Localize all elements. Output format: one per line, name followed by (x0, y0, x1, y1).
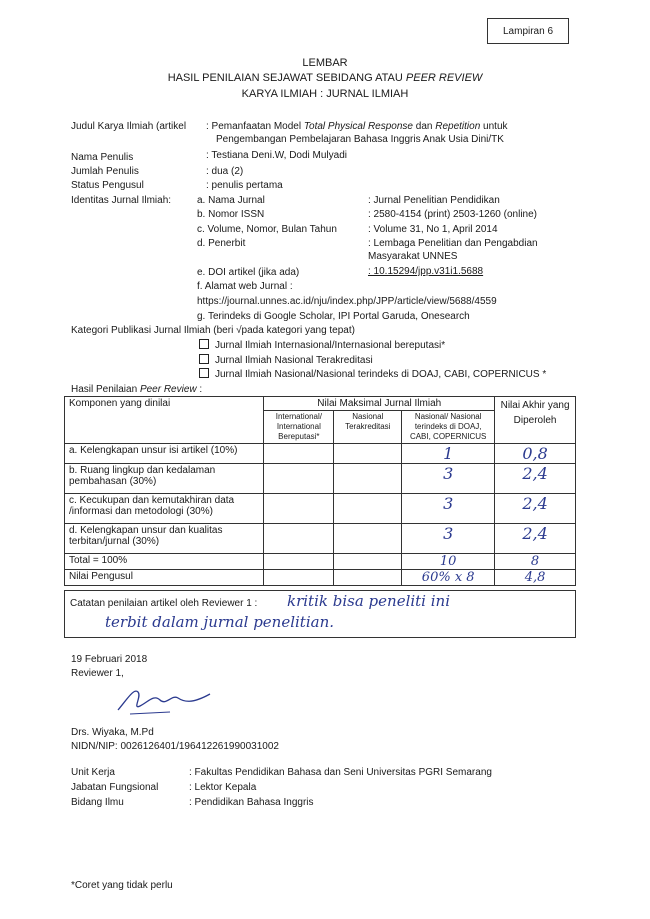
judul-mid: dan (412, 121, 436, 132)
checkbox-intl[interactable] (199, 339, 209, 349)
row-d-nas (334, 524, 402, 554)
header-line2-text: HASIL PENILAIAN SEJAWAT SEBIDANG ATAU (167, 72, 406, 84)
signature-image (110, 680, 220, 722)
row-b-max: 3 (402, 464, 495, 494)
row-b-intl (264, 464, 334, 494)
table-header-row (65, 397, 576, 411)
table-row-total (65, 554, 576, 570)
table-row (65, 444, 576, 464)
catatan-label: Catatan penilaian artikel oleh Reviewer 1 : (70, 598, 258, 609)
row-a-label: a. Kelengkapan unsur isi artikel (10%) (65, 444, 264, 464)
header-line2-italic: PEER REVIEW (405, 72, 483, 84)
total-label: Total = 100% (65, 554, 264, 570)
tanggal: 19 Februari 2018 (71, 654, 148, 665)
kategori-label: Kategori Publikasi Jurnal Ilmiah (beri √pada kategori yang tepat) (71, 325, 355, 336)
hasil-label-italic: Peer Review (139, 384, 197, 395)
row-a-max: 1 (402, 444, 495, 464)
reviewer-nidn: NIDN/NIP: 0026126401/196412261990031002 (71, 741, 279, 752)
judul-line2: Pengembangan Pembelajaran Bahasa Inggris Anak Usia Dini/TK (216, 134, 504, 145)
pengusul-max: 60% x 8 (402, 570, 495, 586)
reviewer-name: Drs. Wiyaka, M.Pd (71, 727, 154, 738)
row-b-nas (334, 464, 402, 494)
total-nas (334, 554, 402, 570)
header-nasional-idx: Nasional/ Nasional terindeks di DOAJ, CABI, COPERNICUS (402, 411, 495, 444)
total-max: 10 (402, 554, 495, 570)
identitas-a-value: : Jurnal Penelitian Pendidikan (368, 195, 500, 206)
penulis-value: : Testiana Deni.W, Dodi Mulyadi (206, 150, 347, 161)
checkbox-nasional[interactable] (199, 354, 209, 364)
identitas-b-value: : 2580-4154 (print) 2503-1260 (online) (368, 209, 537, 220)
identitas-label: Identitas Jurnal Ilmiah: (71, 195, 172, 206)
footnote: *Coret yang tidak perlu (71, 880, 173, 891)
kategori-option-3-label: Jurnal Ilmiah Nasional/Nasional terindeks di DOAJ, CABI, COPERNICUS * (215, 369, 547, 380)
bidang-label: Bidang Ilmu (71, 797, 124, 808)
row-c-max: 3 (402, 494, 495, 524)
kategori-option-2[interactable] (199, 354, 373, 366)
identitas-e-key: e. DOI artikel (jika ada) (197, 267, 300, 278)
total-intl (264, 554, 334, 570)
row-a-akhir: 0,8 (495, 444, 576, 464)
table-row-pengusul (65, 570, 576, 586)
identitas-d-key: d. Penerbit (197, 238, 246, 249)
header-line2 (0, 72, 650, 84)
checkbox-terindeks[interactable] (199, 368, 209, 378)
table-row (65, 494, 576, 524)
lampiran-box (487, 18, 569, 44)
kategori-option-2-label: Jurnal Ilmiah Nasional Terakreditasi (215, 355, 373, 366)
jumlah-label: Jumlah Penulis (71, 166, 139, 177)
catatan-hand-line1: kritik bisa peneliti ini (287, 592, 451, 610)
pengusul-nas (334, 570, 402, 586)
table-row (65, 464, 576, 494)
catatan-box (64, 590, 576, 638)
unit-kerja-value: : Fakultas Pendidikan Bahasa dan Seni Universitas PGRI Semarang (189, 767, 492, 778)
identitas-b-key: b. Nomor ISSN (197, 209, 265, 220)
lampiran-label: Lampiran 6 (502, 25, 554, 37)
header-nilai-akhir: Nilai Akhir yang Diperoleh (495, 397, 576, 444)
row-c-akhir: 2,4 (495, 494, 576, 524)
unit-kerja-label: Unit Kerja (71, 767, 115, 778)
judul-value (206, 121, 508, 132)
row-d-label: d. Kelengkapan unsur dan kualitas terbitan/jurnal (30%) (65, 524, 264, 554)
hasil-label-text: Hasil Penilaian (71, 384, 140, 395)
row-d-max: 3 (402, 524, 495, 554)
row-d-intl (264, 524, 334, 554)
row-d-akhir: 2,4 (495, 524, 576, 554)
row-c-intl (264, 494, 334, 524)
identitas-d-value: : Lembaga Penelitian dan Pengabdian (368, 238, 538, 249)
row-b-label: b. Ruang lingkup dan kedalaman pembahasan (30%) (65, 464, 264, 494)
header-line1: LEMBAR (302, 57, 348, 69)
jabatan-value: : Lektor Kepala (189, 782, 257, 793)
row-b-akhir: 2,4 (495, 464, 576, 494)
kategori-option-3[interactable] (199, 368, 546, 380)
table-row (65, 524, 576, 554)
terindeks-text: g. Terindeks di Google Scholar, IPI Portal Garuda, Onesearch (197, 311, 470, 322)
jumlah-value: : dua (2) (206, 166, 244, 177)
jabatan-label: Jabatan Fungsional (71, 782, 159, 793)
score-table (64, 396, 576, 586)
alamat-label: f. Alamat web Jurnal : (197, 281, 293, 292)
total-akhir: 8 (495, 554, 576, 570)
identitas-c-key: c. Volume, Nomor, Bulan Tahun (197, 224, 337, 235)
kategori-option-1-label: Jurnal Ilmiah Internasional/Internasional bereputasi* (215, 340, 446, 351)
identitas-e-value: : 10.15294/jpp.v31i1.5688 (368, 266, 484, 277)
status-value: : penulis pertama (206, 180, 283, 191)
judul-italic1: Total Physical Response (303, 121, 413, 132)
judul-italic2: Repetition (435, 121, 481, 132)
row-c-nas (334, 494, 402, 524)
reviewer-label: Reviewer 1, (71, 668, 124, 679)
alamat-url-link[interactable]: https://journal.unnes.ac.id/nju/index.php/JPP/article/view/5688/4559 (197, 296, 497, 307)
identitas-a-key: a. Nama Jurnal (197, 195, 265, 206)
row-a-intl (264, 444, 334, 464)
catatan-hand-line2: terbit dalam jurnal penelitian. (105, 613, 335, 631)
kategori-option-1[interactable] (199, 339, 445, 351)
penulis-label: Nama Penulis (71, 152, 134, 163)
hasil-label (71, 384, 202, 395)
header-komponen: Komponen yang dinilai (65, 397, 264, 444)
pengusul-intl (264, 570, 334, 586)
hasil-label-colon: : (196, 384, 203, 395)
row-c-label: c. Kecukupan dan kemutakhiran data /informasi dan metodologi (30%) (65, 494, 264, 524)
status-label: Status Pengusul (71, 180, 144, 191)
judul-label: Judul Karya Ilmiah (artikel (71, 121, 187, 132)
judul-post: untuk (480, 121, 508, 132)
pengusul-label: Nilai Pengusul (65, 570, 264, 586)
bidang-value: : Pendidikan Bahasa Inggris (189, 797, 314, 808)
row-a-nas (334, 444, 402, 464)
identitas-d-value2: Masyarakat UNNES (368, 251, 458, 262)
header-nilai-max: Nilai Maksimal Jurnal Ilmiah (264, 397, 495, 411)
header-nasional: Nasional Terakreditasi (334, 411, 402, 444)
identitas-c-value: : Volume 31, No 1, April 2014 (368, 224, 498, 235)
header-intl: International/ International Bereputasi* (264, 411, 334, 444)
pengusul-akhir: 4,8 (495, 570, 576, 586)
header-line3: KARYA ILMIAH : JURNAL ILMIAH (241, 88, 409, 100)
judul-pre: : Pemanfaatan Model (206, 121, 304, 132)
